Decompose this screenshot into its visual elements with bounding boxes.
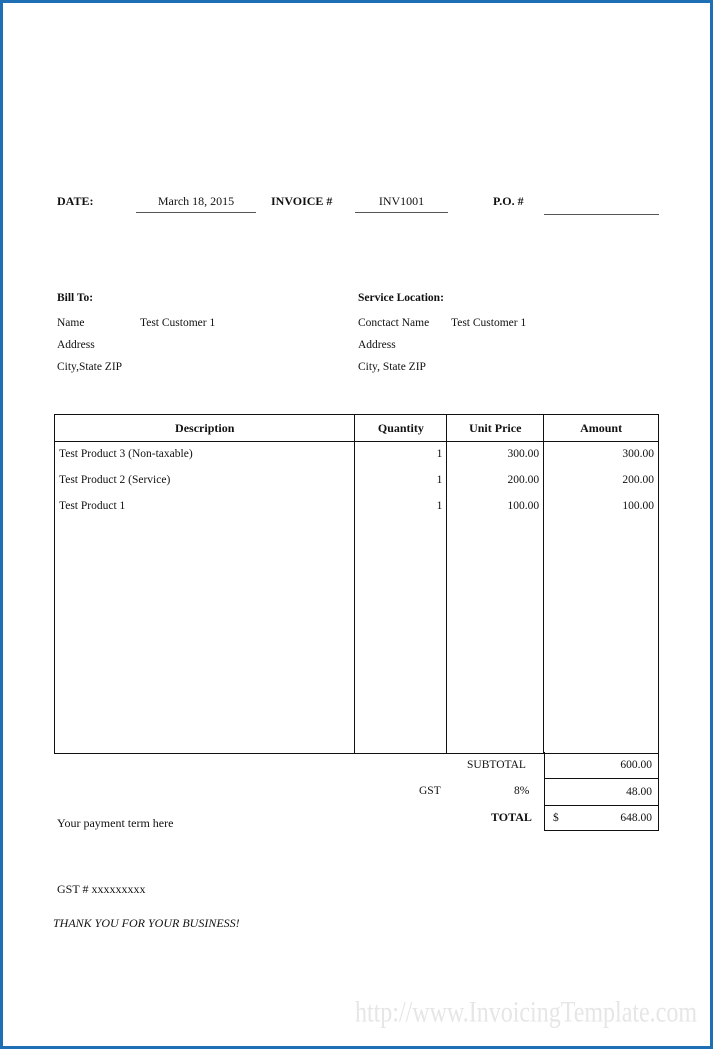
item-quantity: 1	[355, 442, 447, 468]
column-header-amount: Amount	[544, 415, 659, 442]
service-location-title: Service Location:	[358, 292, 444, 304]
payment-term: Your payment term here	[57, 816, 174, 830]
service-city-label: City, State ZIP	[358, 361, 426, 373]
bill-to-name-value: Test Customer 1	[140, 317, 216, 329]
bill-to-name-label: Name	[57, 317, 85, 329]
currency-symbol: $	[553, 812, 559, 824]
po-number-label: P.O. #	[493, 194, 524, 208]
item-unit-price: 100.00	[447, 494, 544, 520]
item-description: Test Product 1	[55, 494, 355, 520]
subtotal-value: 600.00	[544, 752, 659, 779]
watermark: http://www.InvoicingTemplate.com	[354, 996, 697, 1030]
item-unit-price: 200.00	[447, 468, 544, 494]
po-number-field[interactable]	[544, 194, 659, 215]
total-box	[544, 805, 659, 831]
item-amount: 100.00	[544, 494, 659, 520]
date-label: DATE:	[57, 194, 94, 208]
service-contact-label: Conctact Name	[358, 317, 430, 329]
service-address-label: Address	[358, 339, 396, 351]
tax-label: GST	[419, 785, 441, 797]
bill-to-city-label: City,State ZIP	[57, 361, 123, 373]
item-amount: 200.00	[544, 468, 659, 494]
total-value: 648.00	[620, 812, 652, 824]
tax-value: 48.00	[544, 779, 659, 805]
total-label: TOTAL	[491, 810, 532, 824]
table-row	[55, 468, 659, 494]
bill-to-address-label: Address	[57, 339, 95, 351]
item-quantity: 1	[355, 494, 447, 520]
date-field[interactable]: March 18, 2015	[136, 194, 256, 213]
invoice-number-field[interactable]: INV1001	[355, 194, 448, 213]
service-contact-value: Test Customer 1	[451, 317, 527, 329]
item-description: Test Product 3 (Non-taxable)	[55, 442, 355, 468]
item-amount: 300.00	[544, 442, 659, 468]
items-table	[54, 414, 659, 754]
bill-to-title: Bill To:	[57, 292, 94, 304]
table-row	[55, 494, 659, 520]
subtotal-label: SUBTOTAL	[467, 759, 526, 771]
column-header-description: Description	[55, 415, 355, 442]
table-row	[55, 442, 659, 468]
table-header-row	[55, 415, 659, 442]
column-header-quantity: Quantity	[355, 415, 447, 442]
item-quantity: 1	[355, 468, 447, 494]
gst-number: GST # xxxxxxxxx	[57, 882, 146, 896]
tax-rate: 8%	[514, 785, 530, 797]
column-header-unit-price: Unit Price	[447, 415, 544, 442]
table-empty-space	[55, 520, 659, 754]
item-description: Test Product 2 (Service)	[55, 468, 355, 494]
item-unit-price: 300.00	[447, 442, 544, 468]
invoice-number-label: INVOICE #	[271, 194, 333, 208]
thank-you-note: THANK YOU FOR YOUR BUSINESS!	[53, 916, 240, 930]
